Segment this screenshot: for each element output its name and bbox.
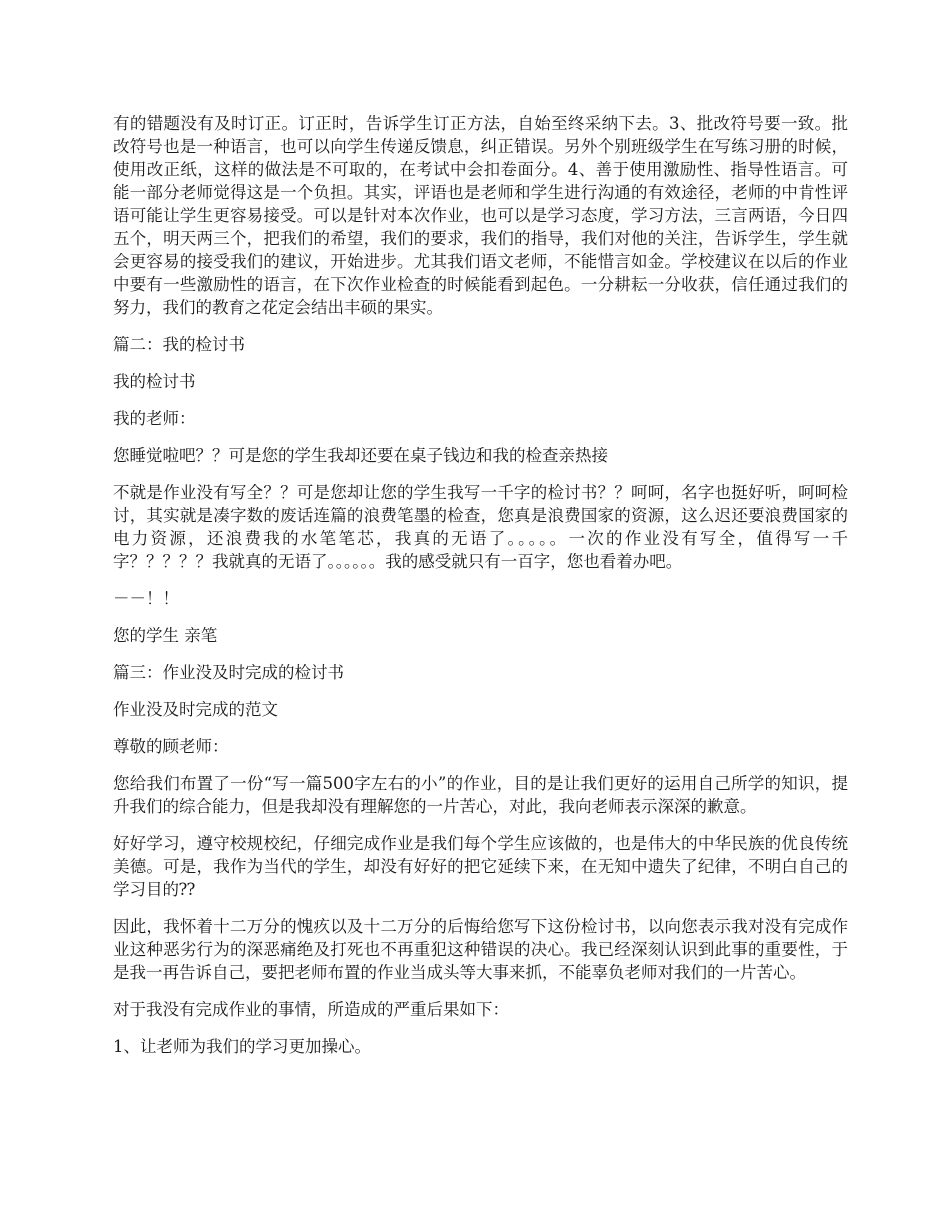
letter-salutation-3: 尊敬的顾老师： bbox=[113, 737, 229, 756]
document-body bbox=[113, 112, 848, 1072]
letter-paragraph: 好好学习，遵守校规校纪，仔细完成作业是我们每个学生应该做的，也是伟大的中华民族的优良传统美德。可是，我作为当代的学生，却没有好好的把它延续下来，在无知中遗失了纪律，不明白自己的学习目的⁇ bbox=[113, 834, 848, 899]
section-heading-2: 篇二：我的检讨书 bbox=[113, 335, 245, 354]
letter-salutation-2: 我的老师： bbox=[113, 409, 196, 428]
letter-paragraph: 不就是作业没有写全？？可是您却让您的学生我写一千字的检讨书？？呵呵，名字也挺好听，呵呵检讨，其实就是凑字数的废话连篇的浪费笔墨的检查，您真是浪费国家的资源，这么迟还要浪费国家的电力资源，还浪费我的水笔笔芯，我真的无语了。。。。。一次的作业没有写全，值得写一千字？？？？？我就真的无语了。。。。。。我的感受就只有一百字，您也看着办吧。 bbox=[113, 483, 848, 571]
letter-title-2: 我的检讨书 bbox=[113, 372, 196, 391]
letter-list-item: 1、让老师为我们的学习更加操心。 bbox=[113, 1037, 371, 1056]
letter-paragraph: －－！！ bbox=[113, 589, 179, 608]
letter-paragraph: 对于我没有完成作业的事情，所造成的严重后果如下： bbox=[113, 1000, 509, 1019]
letter-paragraph: 您给我们布置了一份“写一篇500字左右的小”的作业，目的是让我们更好的运用自己所学的知识，提升我们的综合能力，但是我却没有理解您的一片苦心，对此，我向老师表示深深的歉意。 bbox=[113, 774, 848, 816]
paragraph-intro: 有的错题没有及时订正。订正时，告诉学生订正方法，自始至终采纳下去。3、批改符号要一致。批改符号也是一种语言，也可以向学生传递反馈息，纠正错误。另外个别班级学生在写练习册的时候，使用改正纸，这样的做法是不可取的，在考试中会扣卷面分。4、善于使用激励性、指导性语言。可能一部分老师觉得这是一个负担。其实，评语也是老师和学生进行沟通的有效途径，老师的中肯性评语可能让学生更容易接受。可以是针对本次作业，也可以是学习态度，学习方法，三言两语，今日四五个，明天两三个，把我们的希望，我们的要求，我们的指导，我们对他的关注，告诉学生，学生就会更容易的接受我们的建议，开始进步。尤其我们语文老师，不能惜言如金。学校建议在以后的作业中要有一些激励性的语言，在下次作业检查的时候能看到起色。一分耕耘一分收获，信任通过我们的努力，我们的教育之花定会结出丰硕的果实。 bbox=[113, 114, 848, 317]
letter-paragraph: 因此，我怀着十二万分的愧疚以及十二万分的后悔给您写下这份检讨书，以向您表示我对没有完成作业这种恶劣行为的深恶痛绝及打死也不再重犯这种错误的决心。我已经深刻认识到此事的重要性，于是我一再告诉自己，要把老师布置的作业当成头等大事来抓，不能辜负老师对我们的一片苦心。 bbox=[113, 917, 848, 982]
letter-title-3: 作业没及时完成的范文 bbox=[113, 700, 278, 719]
section-heading-3: 篇三：作业没及时完成的检讨书 bbox=[113, 663, 344, 682]
letter-signature-2: 您的学生 亲笔 bbox=[113, 626, 218, 645]
letter-paragraph: 您睡觉啦吧？？可是您的学生我却还要在桌子钱边和我的检查亲热接 bbox=[113, 446, 608, 465]
